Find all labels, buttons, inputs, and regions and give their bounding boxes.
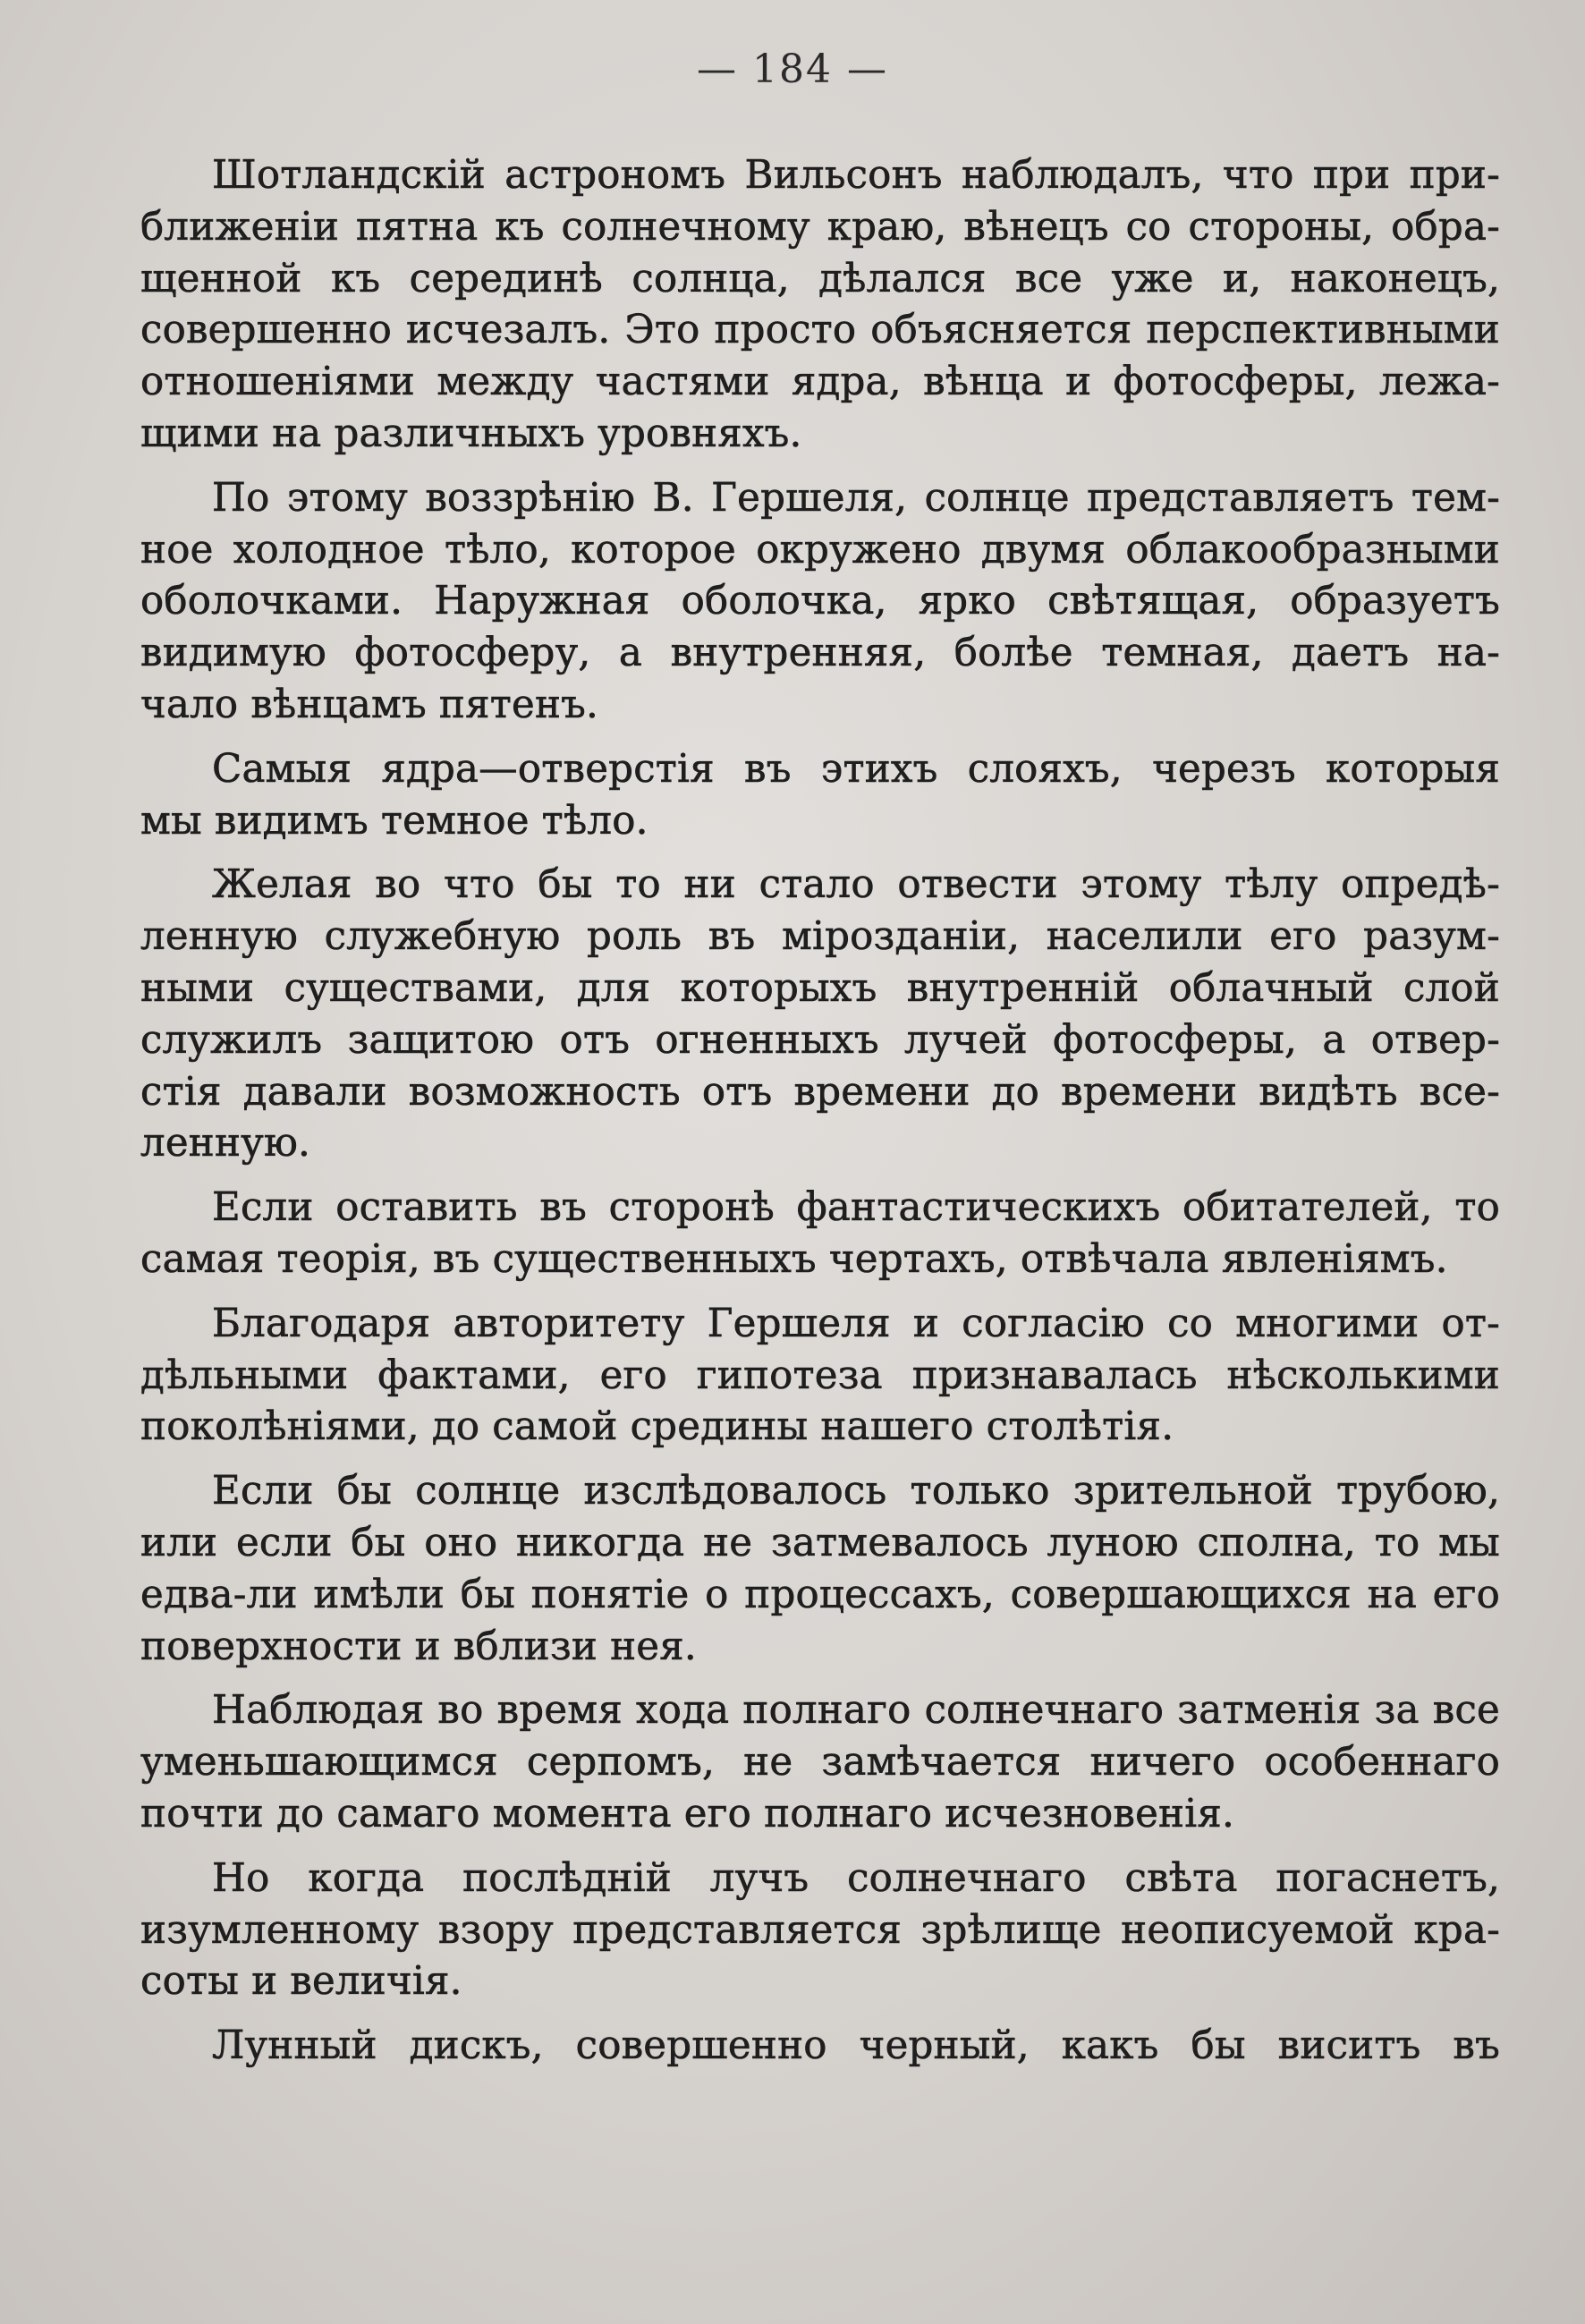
text-line: ное холодное тѣло, которое окружено двумя облакообразными xyxy=(140,527,1500,573)
text-line: Лунный дискъ, совершенно черный, какъ бы виситъ въ xyxy=(212,2023,1500,2069)
text-line: совершенно исчезалъ. Это просто объясняется перспективными xyxy=(140,308,1500,353)
text-line: поколѣніями, до самой средины нашего столѣтія. xyxy=(140,1404,1174,1450)
paragraph xyxy=(140,1853,1500,2008)
text-line: стія давали возможность отъ времени до времени видѣть все- xyxy=(140,1069,1500,1115)
text-line: ленную. xyxy=(140,1121,311,1166)
text-line: щими на различныхъ уровняхъ. xyxy=(140,411,802,456)
text-line: изумленному взору представляется зрѣлище неописуемой кра- xyxy=(140,1907,1500,1953)
text-line: Благодаря авторитету Гершеля и согласію со многими от- xyxy=(212,1301,1500,1346)
paragraph xyxy=(140,473,1500,732)
text-line: ближеніи пятна къ солнечному краю, вѣнецъ со стороны, обра- xyxy=(140,204,1500,250)
text-line: Желая во что бы то ни стало отвести этому тѣлу опредѣ- xyxy=(212,862,1500,908)
text-line: соты и величія. xyxy=(140,1959,462,2005)
text-line: уменьшающимся серпомъ, не замѣчается ничего особеннаго xyxy=(140,1740,1500,1785)
text-line: Наблюдая во время хода полнаго солнечнаго затменія за все xyxy=(212,1688,1500,1734)
paragraph xyxy=(140,1685,1500,1840)
text-line: ными существами, для которыхъ внутренній облачный слой xyxy=(140,965,1500,1011)
paragraph xyxy=(140,1183,1500,1286)
paragraph xyxy=(140,150,1500,461)
text-line: видимую фотосферу, а внутренняя, болѣе темная, даетъ на- xyxy=(140,631,1500,676)
text-line: оболочками. Наружная оболочка, ярко свѣтящая, образуетъ xyxy=(140,579,1500,624)
text-line: поверхности и вблизи нея. xyxy=(140,1624,697,1669)
page-number: — 184 — xyxy=(697,47,888,92)
text-line: дѣльными фактами, его гипотеза признавалась нѣсколькими xyxy=(140,1353,1500,1398)
paragraph xyxy=(140,744,1500,848)
text-line: служилъ защитою отъ огненныхъ лучей фотосферы, а отвер- xyxy=(140,1017,1500,1063)
text-line: едва-ли имѣли бы понятіе о процессахъ, совершающихся на его xyxy=(140,1572,1500,1617)
text-line: мы видимъ темное тѣло. xyxy=(140,798,648,844)
text-line: чало вѣнцамъ пятенъ. xyxy=(140,682,599,727)
body-text xyxy=(140,150,1500,2085)
text-line: отношеніями между частями ядра, вѣнца и фотосферы, лежа- xyxy=(140,360,1500,405)
text-line: Если оставить въ сторонѣ фантастическихъ обитателей, то xyxy=(212,1185,1500,1231)
text-line: самая теорія, въ существенныхъ чертахъ, отвѣчала явленіямъ. xyxy=(140,1236,1448,1282)
paragraph xyxy=(140,860,1500,1170)
paragraph xyxy=(140,1466,1500,1673)
paragraph xyxy=(140,1299,1500,1454)
text-line: Но когда послѣдній лучъ солнечнаго свѣта погаснетъ, xyxy=(212,1855,1500,1901)
text-line: ленную служебную роль въ мірозданіи, населили его разум- xyxy=(140,914,1500,960)
text-line: почти до самаго момента его полнаго исчезновенія. xyxy=(140,1791,1234,1836)
paragraph xyxy=(140,2021,1500,2073)
text-line: или если бы оно никогда не затмевалось луною сполна, то мы xyxy=(140,1520,1500,1565)
text-line: Шотландскій астрономъ Вильсонъ наблюдалъ, что при при- xyxy=(212,153,1500,198)
text-line: По этому воззрѣнію В. Гершеля, солнце представляетъ тем- xyxy=(212,475,1500,521)
text-line: Самыя ядра—отверстія въ этихъ слояхъ, черезъ которыя xyxy=(212,746,1500,792)
text-line: Если бы солнце изслѣдовалось только зрительной трубою, xyxy=(212,1469,1500,1514)
text-line: щенной къ серединѣ солнца, дѣлался все уже и, наконецъ, xyxy=(140,256,1500,301)
